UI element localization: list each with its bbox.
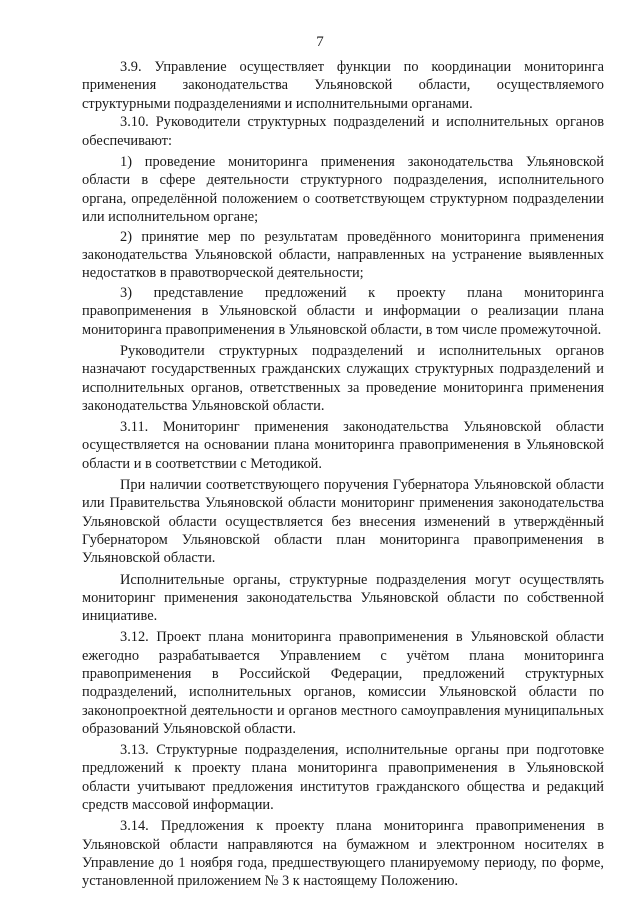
page-number: 7 bbox=[316, 34, 324, 50]
paragraph-responsible-officers: Руководители структурных подразделений и исполнительных органов назначают государственных гражданских служащих структурных подразделений и исполнительных органов, ответственных за проведение мониторинга применения законодательства Ульяновской области. bbox=[82, 342, 604, 414]
paragraph-3-10-item-1: 1) проведение мониторинга применения законодательства Ульяновской области в сфере деятельности структурного подразделения, исполнительного органа, определённой положением о соответствующем структурном подразделении или исполнительном органе; bbox=[82, 153, 604, 225]
paragraph-3-12: 3.12. Проект плана мониторинга правоприменения в Ульяновской области ежегодно разрабатывается Управлением с учётом плана мониторинга правоприменения в Российской Федерации, предложений структурных подразделений, исполнительных органов, комиссии Ульяновской области по законопроектной деятельности и органов местного самоуправления муниципальных образований Ульяновской области. bbox=[82, 629, 604, 737]
paragraph-3-10-item-2: 2) принятие мер по результатам проведённого мониторинга применения законодательства Ульяновской области, направленных на устранение выявленных недостатков в правотворческой деятельности; bbox=[82, 228, 604, 282]
paragraph-3-10: 3.10. Руководители структурных подразделений и исполнительных органов обеспечивают: bbox=[82, 114, 604, 149]
document-body bbox=[82, 58, 604, 891]
paragraph-order-of-governor: При наличии соответствующего поручения Губернатора Ульяновской области или Правительства Ульяновской области мониторинг применения законодательства Ульяновской области осуществляется без внесения изменений в утверждённый Губернатором Ульяновской области план мониторинга правоприменения в Ульяновской области. bbox=[82, 477, 604, 567]
paragraph-3-11: 3.11. Мониторинг применения законодательства Ульяновской области осуществляется на основании плана мониторинга правоприменения в Ульяновской области и в соответствии с Методикой. bbox=[82, 419, 604, 472]
paragraph-3-9: 3.9. Управление осуществляет функции по координации мониторинга применения законодательства Ульяновской области, осуществляемого структурными подразделениями и исполнительными органами. bbox=[82, 59, 604, 112]
paragraph-own-initiative: Исполнительные органы, структурные подразделения могут осуществлять мониторинг применения законодательства Ульяновской области по собственной инициативе. bbox=[82, 571, 604, 625]
paragraph-3-14: 3.14. Предложения к проекту плана мониторинга правоприменения в Ульяновской области направляются на бумажном и электронном носителях в Управление до 1 ноября года, предшествующего планируемому периоду, по форме, установленной приложением № 3 к настоящему Положению. bbox=[82, 818, 604, 890]
paragraph-3-13: 3.13. Структурные подразделения, исполнительные органы при подготовке предложений к проекту плана мониторинга правоприменения в Ульяновской области учитывают предложения институтов гражданского общества и редакций средств массовой информации. bbox=[82, 742, 604, 814]
paragraph-3-10-item-3: 3) представление предложений к проекту плана мониторинга правоприменения в Ульяновской области и информации о реализации плана мониторинга правоприменения в Ульяновской области, в том числе промежуточной. bbox=[82, 285, 604, 338]
